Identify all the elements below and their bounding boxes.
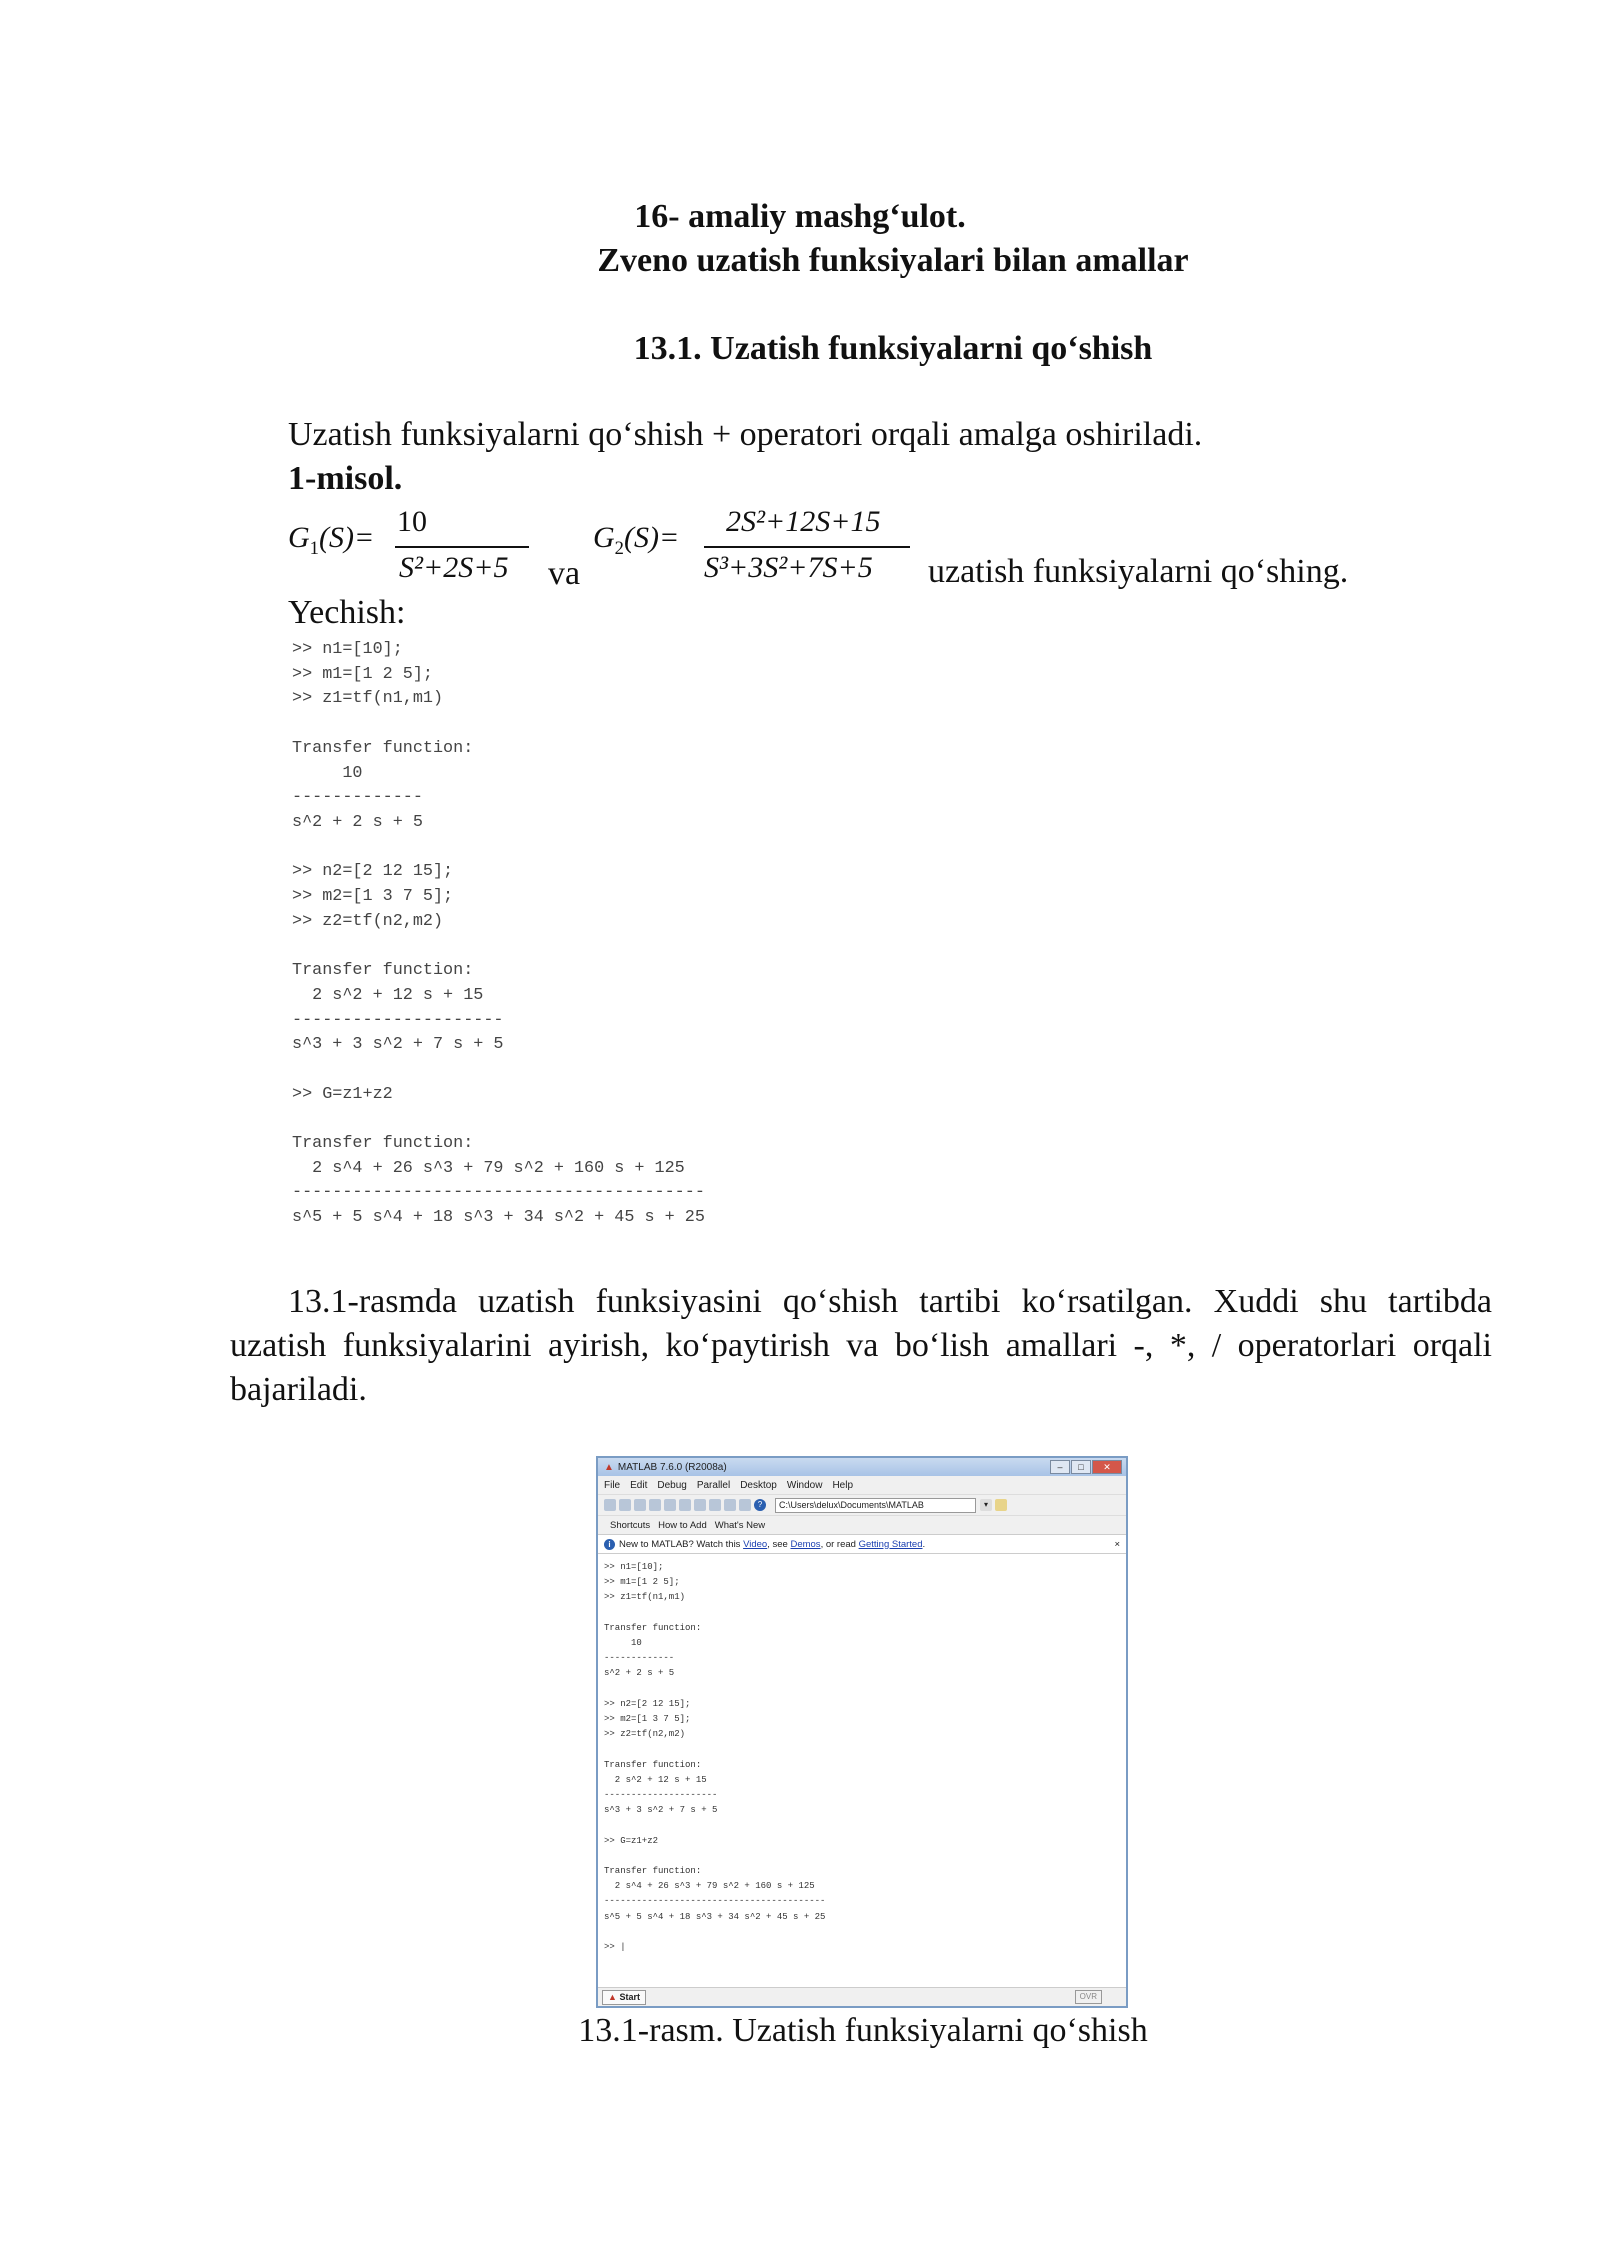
maximize-button[interactable]: □ (1071, 1460, 1091, 1474)
example-label: 1-misol. (288, 460, 403, 497)
g2-denominator: S³+3S²+7S+5 (704, 551, 873, 584)
folder-dropdown-icon[interactable]: ▾ (980, 1499, 992, 1511)
matlab-window (596, 1456, 1128, 2008)
simulink-icon[interactable] (709, 1499, 721, 1511)
start-logo-icon: ▲ (608, 1991, 617, 2002)
start-button[interactable]: ▲ Start (602, 1990, 646, 2005)
menu-desktop[interactable]: Desktop (740, 1479, 777, 1491)
ovr-indicator: OVR (1075, 1990, 1102, 2004)
cut-icon[interactable] (634, 1499, 646, 1511)
info-notice-bar (598, 1534, 1126, 1554)
notice-text: New to MATLAB? Watch this Video, see Demos, or read Getting Started. (619, 1538, 926, 1550)
demos-link[interactable]: Demos (790, 1538, 821, 1550)
notice-close-icon[interactable]: × (1114, 1538, 1120, 1550)
status-bar (598, 1987, 1126, 2006)
matlab-logo-icon: ▲ (604, 1461, 614, 1473)
g2-fraction-bar (704, 546, 910, 548)
g2-numerator: 2S²+12S+15 (726, 505, 881, 538)
paste-icon[interactable] (664, 1499, 676, 1511)
matlab-title-bar (598, 1458, 1126, 1476)
connector-va: va (548, 555, 581, 592)
section-title: 13.1. Uzatish funksiyalarni qo‘shish (633, 330, 1153, 367)
shortcut-how-to-add[interactable]: How to Add (658, 1519, 707, 1531)
shortcut-whats-new[interactable]: What's New (714, 1519, 766, 1531)
code-listing: >> n1=[10]; >> m1=[1 2 5]; >> z1=tf(n1,m1) Transfer function: 10 ------------- s^2 + 2 s + 5 >> n2=[2 12 15]; >> m2=[1 3 7 5]; >> z2=tf(n2,m2) Transfer function: 2 s^2 + 12 s + 15 --------------------- s^3 + 3 s^2 + 7 s + 5 >> G=z1+z2 Transfer function: 2 s^4 + 26 s^3 + 79 s^2 + 160 s + 125 ----------------------------------------- s^5 + 5 s^4 + 18 s^3 + 34 s^2 + 45 s + 25 (292, 640, 705, 1228)
getting-started-link[interactable]: Getting Started (858, 1538, 923, 1550)
help-icon[interactable]: ? (754, 1499, 766, 1511)
copy-icon[interactable] (649, 1499, 661, 1511)
formula-tail: uzatish funksiyalarni qo‘shing. (928, 553, 1349, 590)
window-title: MATLAB 7.6.0 (R2008a) (617, 1461, 727, 1473)
explanation-paragraph: 13.1-rasmda uzatish funksiyasini qo‘shish tartibi ko‘rsatilgan. Xuddi shu tartibda uzatish funksiyalarini ayirish, ko‘paytirish va bo‘lish amallari -, *, / operatorlari orqali bajariladi. (230, 1283, 1492, 1408)
menu-edit[interactable]: Edit (630, 1479, 648, 1491)
topic-title: Zveno uzatish funksiyalari bilan amallar (597, 242, 1189, 279)
open-folder-icon[interactable] (619, 1499, 631, 1511)
minimize-button[interactable]: – (1050, 1460, 1070, 1474)
command-window-output[interactable]: >> n1=[10]; >> m1=[1 2 5]; >> z1=tf(n1,m1) Transfer function: 10 ------------- s^2 + 2 s + 5 >> n2=[2 12 15]; >> m2=[1 3 7 5]; >> z2=tf(n2,m2) Transfer function: 2 s^2 + 12 s + 15 --------------------- s^3 + 3 s^2 + 7 s + 5 >> G=z1+z2 Transfer function: 2 s^4 + 26 s^3 + 79 s^2 + 160 s + 125 ----------------------------------------- s^5 + 5 s^4 + 18 s^3 + 34 s^2 + 45 s + 25 >> | (604, 1562, 826, 1953)
g1-label: $G_1(S)=$ (288, 521, 375, 559)
video-link[interactable]: Video (743, 1538, 768, 1550)
menu-parallel[interactable]: Parallel (696, 1479, 731, 1491)
shortcuts-label[interactable]: Shortcuts (610, 1519, 651, 1531)
menu-window[interactable]: Window (786, 1479, 823, 1491)
lesson-title: 16- amaliy mashg‘ulot. (634, 198, 966, 235)
menu-debug[interactable]: Debug (657, 1479, 687, 1491)
guide-icon[interactable] (724, 1499, 736, 1511)
shortcuts-bar (598, 1515, 1126, 1534)
profiler-icon[interactable] (739, 1499, 751, 1511)
window-controls (1049, 1460, 1122, 1474)
transfer-function-formula (288, 505, 1428, 592)
current-folder-field[interactable]: C:\Users\delux\Documents\MATLAB (775, 1498, 976, 1513)
intro-text: Uzatish funksiyalarni qo‘shish + operatori orqali amalga oshiriladi. (288, 416, 1203, 453)
close-window-button[interactable]: ✕ (1092, 1460, 1122, 1474)
g1-denominator: S²+2S+5 (399, 551, 509, 584)
menu-file[interactable]: File (604, 1479, 621, 1491)
menu-help[interactable]: Help (832, 1479, 854, 1491)
g1-fraction-bar (395, 546, 529, 548)
redo-icon[interactable] (694, 1499, 706, 1511)
browse-folder-icon[interactable] (995, 1499, 1007, 1511)
toolbar (598, 1494, 1126, 1515)
new-file-icon[interactable] (604, 1499, 616, 1511)
solution-label: Yechish: (288, 594, 406, 631)
menu-bar (598, 1476, 1126, 1494)
g2-label: $G_2(S)=$ (593, 521, 680, 559)
g1-numerator: 10 (397, 505, 427, 538)
info-icon: i (604, 1539, 615, 1550)
undo-icon[interactable] (679, 1499, 691, 1511)
figure-caption: 13.1-rasm. Uzatish funksiyalarni qo‘shish (578, 2012, 1148, 2049)
